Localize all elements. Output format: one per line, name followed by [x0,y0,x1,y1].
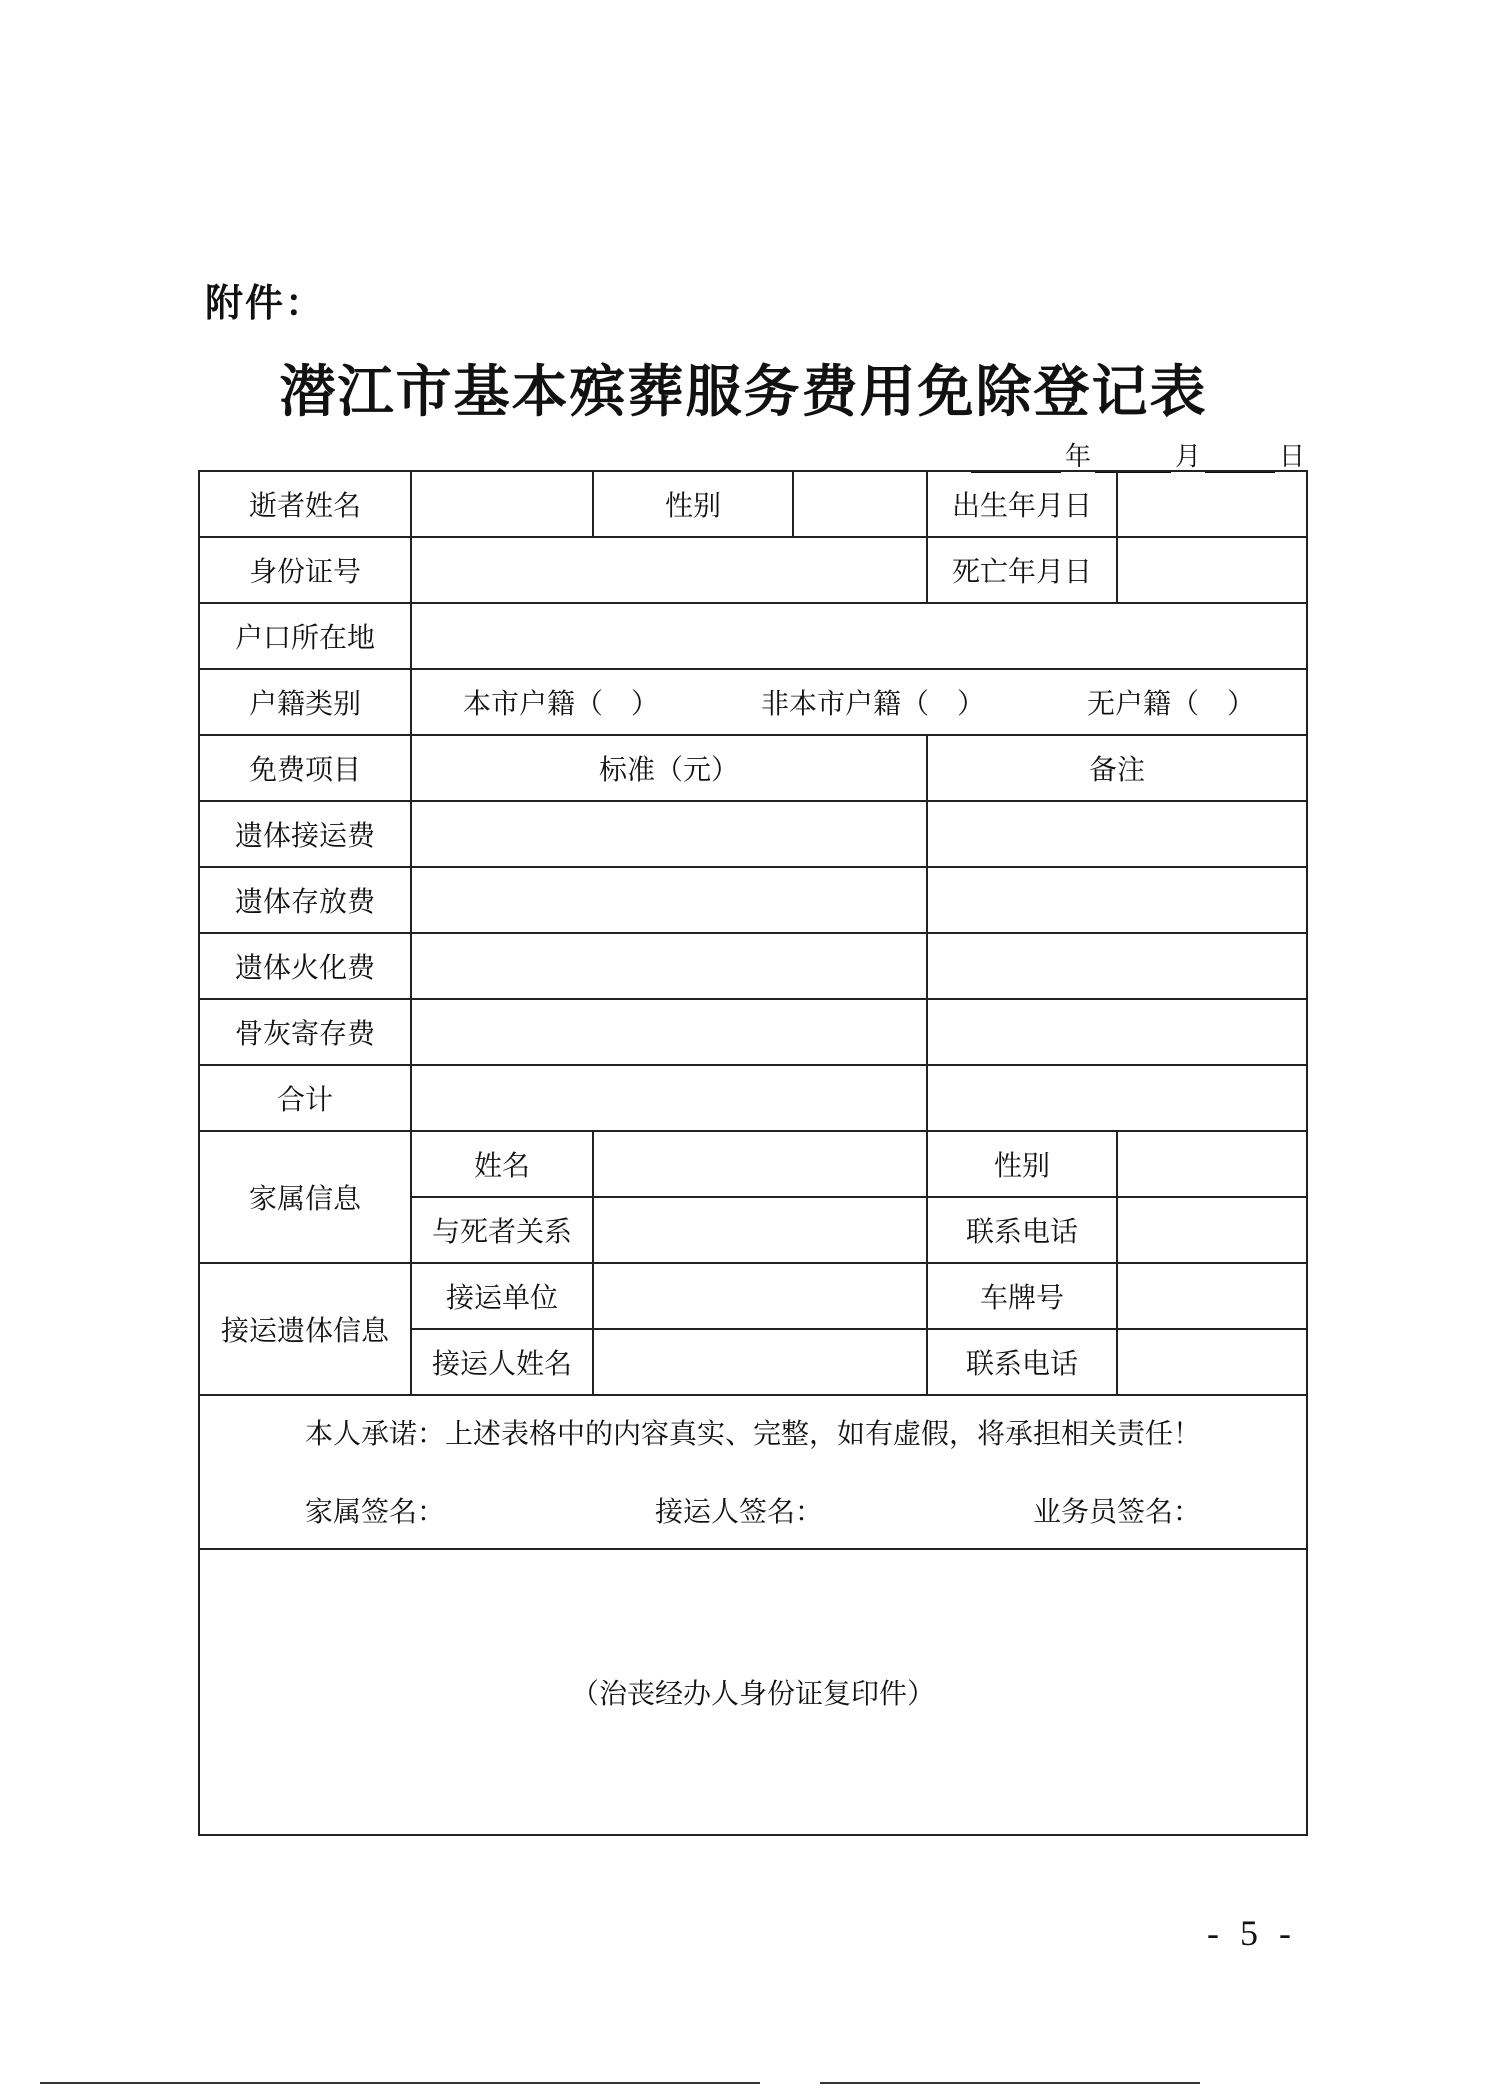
transport-phone-label: 联系电话 [927,1329,1117,1395]
fee-item-ash-storage: 骨灰寄存费 [199,999,411,1065]
birth-date-field[interactable] [1117,471,1307,537]
page-number: - 5 - [1207,1913,1297,1953]
deceased-name-field[interactable] [411,471,593,537]
transport-person-label: 接运人姓名 [411,1329,593,1395]
family-signature-label[interactable]: 家属签名： [304,1495,445,1528]
fee-standard-field[interactable] [411,801,927,867]
fee-total-remark-field[interactable] [927,1065,1307,1131]
birth-date-label: 出生年月日 [927,471,1117,537]
scan-edge-line [820,2082,1200,2084]
plate-number-label: 车牌号 [927,1263,1117,1329]
fee-remark-field[interactable] [927,801,1307,867]
transporter-signature-label[interactable]: 接运人签名： [654,1495,823,1528]
table-row [199,603,1307,669]
pledge-text: 本人承诺：上述表格中的内容真实、完整，如有虚假，将承担相关责任！ [304,1417,1201,1450]
fee-standard-field[interactable] [411,867,927,933]
registration-table [198,470,1308,1836]
deceased-gender-label: 性别 [593,471,793,537]
day-label: 日 [1278,442,1305,472]
fee-item-cremation: 遗体火化费 [199,933,411,999]
family-gender-field[interactable] [1117,1131,1307,1197]
fee-remark-header: 备注 [927,735,1307,801]
hukou-location-label: 户口所在地 [199,603,411,669]
id-number-field[interactable] [411,537,927,603]
table-row [199,537,1307,603]
transport-unit-label: 接运单位 [411,1263,593,1329]
fee-item-storage: 遗体存放费 [199,867,411,933]
scan-edge-line [40,2082,760,2084]
option-nonlocal-hukou[interactable]: 非本市户籍（ ） [760,687,985,720]
transport-phone-field[interactable] [1117,1329,1307,1395]
id-number-label: 身份证号 [199,537,411,603]
clerk-signature-label[interactable]: 业务员签名： [1032,1495,1201,1528]
table-row [199,1131,1307,1197]
pledge-section [199,1395,1307,1549]
option-local-hukou[interactable]: 本市户籍（ ） [462,687,659,720]
table-row [199,933,1307,999]
fee-standard-header: 标准（元） [411,735,927,801]
table-row [199,999,1307,1065]
table-row [199,735,1307,801]
deceased-gender-field[interactable] [793,471,927,537]
fee-remark-field[interactable] [927,933,1307,999]
id-copy-area[interactable] [199,1549,1307,1835]
family-phone-label: 联系电话 [927,1197,1117,1263]
fee-standard-field[interactable] [411,933,927,999]
fee-item-transport: 遗体接运费 [199,801,411,867]
fee-standard-field[interactable] [411,999,927,1065]
form-title: 潜江市基本殡葬服务费用免除登记表 [279,359,1208,425]
date-line [971,436,1309,473]
deceased-name-label: 逝者姓名 [199,471,411,537]
year-label: 年 [1064,442,1091,472]
death-date-field[interactable] [1117,537,1307,603]
family-gender-label: 性别 [927,1131,1117,1197]
death-date-label: 死亡年月日 [927,537,1117,603]
fee-remark-field[interactable] [927,867,1307,933]
transport-person-field[interactable] [593,1329,927,1395]
family-name-field[interactable] [593,1131,927,1197]
month-label: 月 [1174,442,1201,472]
plate-number-field[interactable] [1117,1263,1307,1329]
attachment-label: 附件： [205,280,326,325]
table-row [199,801,1307,867]
family-phone-field[interactable] [1117,1197,1307,1263]
table-row [199,471,1307,537]
table-row [199,669,1307,735]
table-row [199,867,1307,933]
fee-remark-field[interactable] [927,999,1307,1065]
table-row [199,1065,1307,1131]
hukou-category-options [411,669,1307,735]
id-copy-note: （治丧经办人身份证复印件） [570,1677,935,1710]
hukou-location-field[interactable] [411,603,1307,669]
family-info-label: 家属信息 [199,1131,411,1263]
transport-info-label: 接运遗体信息 [199,1263,411,1395]
family-name-label: 姓名 [411,1131,593,1197]
table-row [199,1549,1307,1835]
transport-unit-field[interactable] [593,1263,927,1329]
table-row [199,1263,1307,1329]
hukou-category-label: 户籍类别 [199,669,411,735]
option-no-hukou[interactable]: 无户籍（ ） [1086,687,1255,720]
table-row [199,1395,1307,1549]
fee-item-header: 免费项目 [199,735,411,801]
family-relation-field[interactable] [593,1197,927,1263]
fee-total-field[interactable] [411,1065,927,1131]
fee-item-total: 合计 [199,1065,411,1131]
family-relation-label: 与死者关系 [411,1197,593,1263]
